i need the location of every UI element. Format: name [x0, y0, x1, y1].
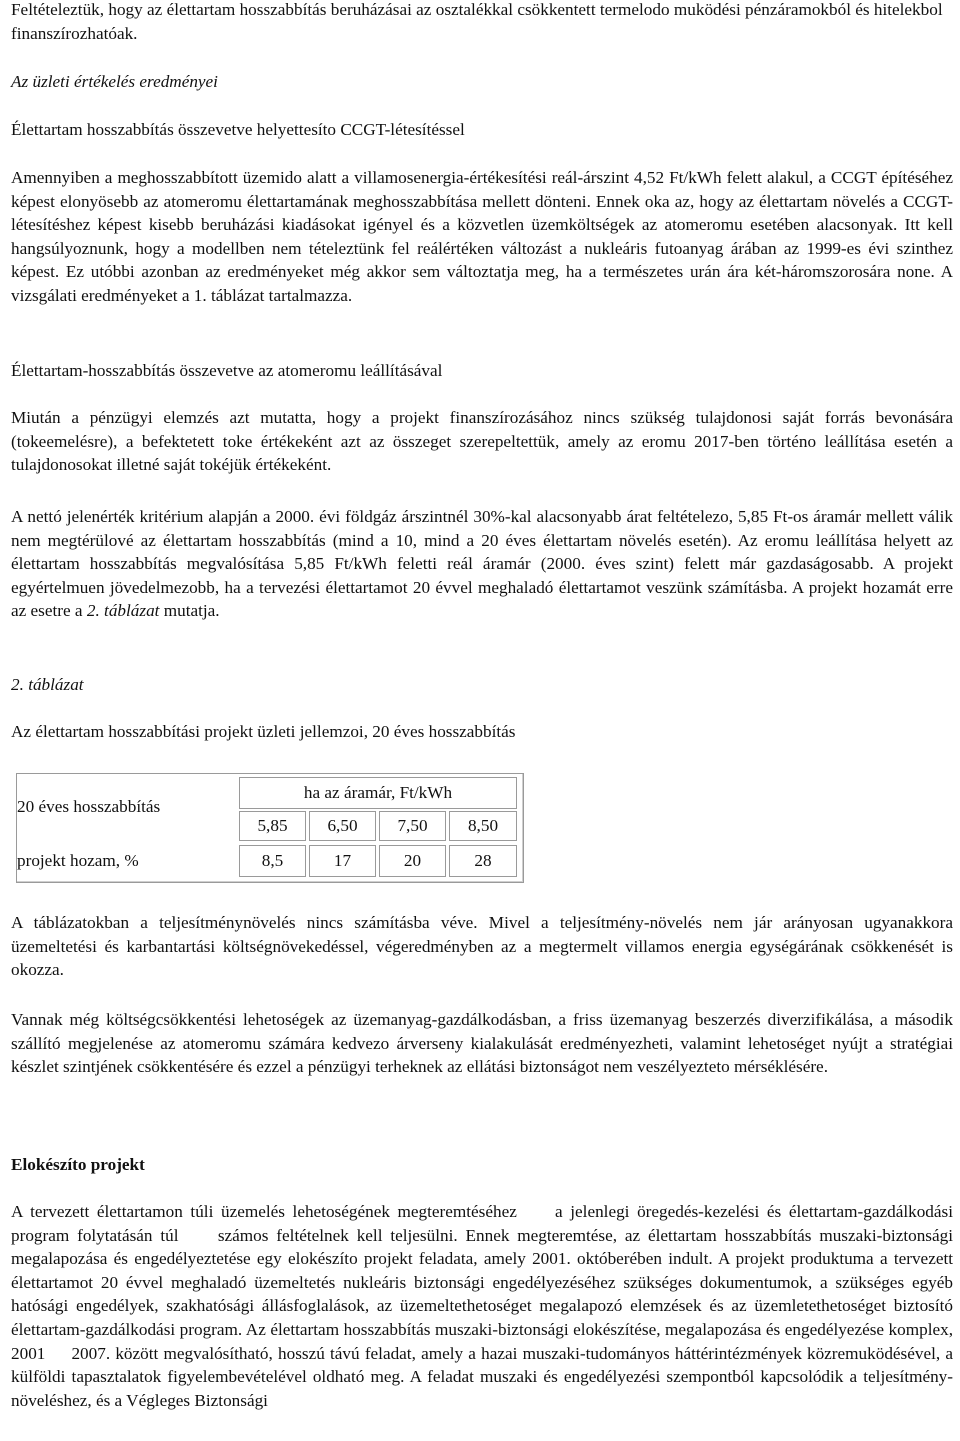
table-row-header-return: projekt hozam, %	[17, 851, 139, 871]
paragraph-ccgt-comparison: Amennyiben a meghosszabbított üzemido alatt a villamosenergia-értékesítési reál-árszint 4,52 Ft/kWh felett alakul, a CCGT építéséhez képest elonyösebb az atomeromu élettartamának meghosszabbítása mellett dönteni. Ennek oka az, hogy az élettartam növelés a CCGT-létesítéshez képest kisebb beruházási kiadásokat igényel és a közvetlen üzemköltségek az atomeromu esetében alacsonyak. Itt kell hangsúlyoznunk, hogy a modellben nem tételeztünk fel reálértéken változást a nukleáris futoanyag árában az 1999-es évi szinthez képest. Ez utóbbi azonban az eredményeket még akkor sem változtatja meg, ha a természetes urán ára két-háromszorosára none. A vizsgálati eredményeket a 1. táblázat tartalmazza.	[11, 168, 953, 305]
results-table	[16, 773, 524, 883]
table-price-cell: 7,50	[379, 811, 446, 841]
paragraph-financing: Miután a pénzügyi elemzés azt mutatta, hogy a projekt finanszírozásához nincs szükség tulajdonosi saját forrás bevonására (tokeemelésre), a befektetett toke értékeként azt az összeget szerepeltettük, amely az eromu 2017-ben történo leállítása esetén a tulajdonosokat illetné saját tokéjük értékeként.	[11, 408, 953, 475]
table-row-header-extension: 20 éves hosszabbítás	[17, 797, 161, 817]
table-caption: Az élettartam hosszabbítási projekt üzleti jellemzoi, 20 éves hosszabbítás	[11, 722, 516, 741]
paragraph-cost-reduction: Vannak még költségcsökkentési lehetoségek az üzemanyag-gazdálkodásban, a friss üzemanyag beszerzés diverzifikálása, a második szállító megjelenése az atomeromu számára kedvezo árverseny kialakulását eredményezheti, valamint lehetoséget nyújt a stratégiai készlet szintjének csökkentésére és ezzel a pénzügyi terheknek az ellátási biztonságot nem veszélyezteto mérséklésére.	[11, 1010, 953, 1077]
table-price-cell: 5,85	[239, 811, 306, 841]
section-heading-results: Az üzleti értékelés eredményei	[11, 72, 218, 91]
intro-paragraph: Feltételeztük, hogy az élettartam hosszabbítás beruházásai az osztalékkal csökkentett termelodo muködési pénzáramokból és hitelekbol finanszírozhatóak.	[11, 0, 943, 43]
table-reference: 2. táblázat	[86, 601, 160, 621]
table-label: 2. táblázat	[11, 675, 84, 694]
table-return-cell: 8,5	[239, 845, 306, 877]
table-price-cell: 8,50	[449, 811, 517, 841]
npv-text-end: mutatja.	[159, 601, 220, 621]
paragraph-npv	[11, 505, 953, 623]
table-return-cell: 20	[379, 845, 446, 877]
paragraph-performance: A táblázatokban a teljesítménynövelés nincs számításba véve. Mivel a teljesítmény-növelés nem jár arányosan ugyanakkora üzemeltetési és karbantartási költségnövekedéssel, végeredményben az a megtermelt villamos energia egységárának csökkenését is okozza.	[11, 913, 953, 980]
table-return-cell: 17	[309, 845, 376, 877]
table-return-cell: 28	[449, 845, 517, 877]
subsection-heading-ccgt: Élettartam hosszabbítás összevetve helyettesíto CCGT-létesítéssel	[11, 120, 465, 139]
npv-text: A nettó jelenérték kritérium alapján a 2000. évi földgáz árszintnél 30%-kal alacsonyabb árat feltételezo, 5,85 Ft-os áramár mellett válik nem megtérülové az élettartam hosszabbítás (mind a 10, mind a 20 éves élettartam növelés esetén). Az eromu leállítása helyett az élettartam hosszabbítás megvalósítása 5,85 Ft/kWh feletti reál áramár (2000. éves szint) felett már gazdaságosabb. A projekt egyértelmuen jövedelmezobb, ha a tervezési élettartamot 20 évvel meghaladó élettartamot veszünk számításba. A projekt hozamát erre az esetre a	[11, 507, 953, 621]
paragraph-preparatory-project: A tervezett élettartamon túli üzemelés lehetoségének megteremtéséhez a jelenlegi öregedés-kezelési és élettartam-gazdálkodási program folytatásán túl számos feltételnek kell teljesülni. Ennek megteremtése, az élettartam hosszabbítás muszaki-biztonsági megalapozása és engedélyeztetése egy elokészíto projekt feladata, amely 2001. októberében indult. A projekt produktuma a tervezett élettartamot 20 évvel meghaladó üzemeltetés nukleáris biztonsági engedélyezéséhez szükséges dokumentumok, a szükséges egyéb hatósági engedélyek, szakhatósági állásfoglalások, az üzemeltethetoséget megalapozó elemzések és az üzemletethetoséget biztosító élettartam-gazdálkodási program. Az élettartam hosszabbítás muszaki-biztonsági elokészítése, megalapozása és engedélyezése komplex, 2001 2007. között megvalósítható, hosszú távú feladat, amely a hazai muszaki-tudományos háttérintézmények közremuködésével, a külföldi tapasztalatok figyelembevételével oldható meg. A feladat muszaki és engedélyezési szempontból kapcsolódik a teljesítmény-növeléshez, és a Végleges Biztonsági	[11, 1202, 958, 1410]
subsection-heading-shutdown: Élettartam-hosszabbítás összevetve az atomeromu leállításával	[11, 361, 443, 380]
table-price-cell: 6,50	[309, 811, 376, 841]
section-heading-preparatory: Elokészíto projekt	[11, 1155, 145, 1174]
table-group-header: ha az áramár, Ft/kWh	[239, 777, 517, 809]
